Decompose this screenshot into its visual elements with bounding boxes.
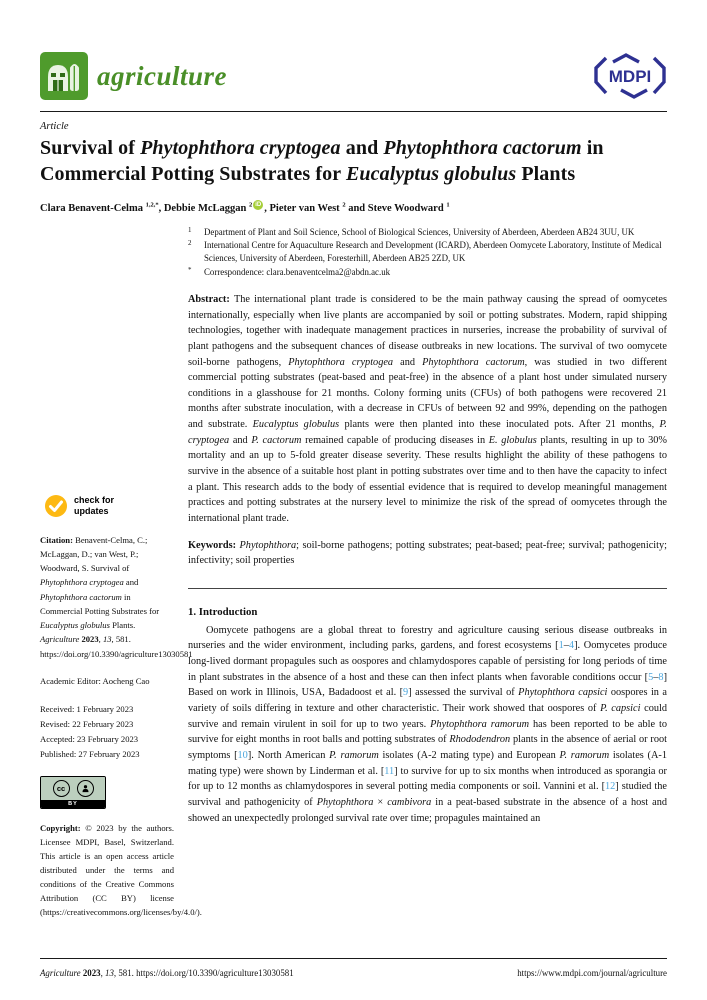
text-segment: Agriculture [40, 634, 82, 645]
two-column-layout [40, 226, 667, 920]
authors-before-orcid [40, 203, 252, 214]
paper-title [40, 135, 667, 187]
text-segment: , [100, 968, 105, 978]
left-sidebar [40, 226, 202, 920]
text-segment: © 2023 by the authors. Licensee MDPI, Basel, Switzerland. This article is an open access article distributed under the terms and conditions of the Creative Commons Attribution (CC BY) license (https://creativecommons.org/licenses/by/4.0/). [40, 823, 202, 917]
text-segment: 1,2,* [145, 201, 159, 208]
text-segment: remained capable of producing diseases in [301, 434, 489, 446]
text-segment: Phytophthora cactorum [40, 591, 122, 602]
authors-after-orcid [264, 203, 449, 214]
text-segment: , 581. https://doi.org/10.3390/agriculture13030581 [113, 968, 294, 978]
citation-ref-link[interactable]: 10 [237, 749, 248, 761]
check-for-updates-label [74, 495, 114, 516]
footer-citation[interactable] [40, 968, 294, 978]
header-divider [40, 111, 667, 112]
article-dates [40, 702, 174, 761]
keywords-paragraph [188, 538, 667, 569]
text-segment: ] to survive for up to six months when introduced as sporangia or for up to 12 months as chlamydospores in several potting media components or soil. Vannini et al. [ [188, 765, 667, 793]
mdpi-logo-text: MDPI [608, 67, 652, 86]
affiliation-row [188, 226, 667, 239]
text-segment: plants in the absence of aerial or root symptoms [ [188, 734, 667, 761]
text-segment: Phytophthora capsici [518, 687, 608, 699]
text-segment: , [98, 634, 103, 645]
text-segment: – [563, 640, 569, 652]
text-segment: Rhododendron [449, 734, 511, 746]
cc-by-label: BY [41, 800, 105, 808]
cc-icon: cc [53, 780, 70, 797]
text-segment: and [393, 356, 423, 368]
text-segment: Phytophthora cactorum [422, 356, 525, 368]
text-segment: ] studied the survival and pathogenicity of [188, 781, 667, 808]
page-footer [40, 958, 667, 978]
affiliation-text: Department of Plant and Soil Science, School of Biological Sciences, University of Aberdeen, Aberdeen AB24 3UU, UK [204, 226, 635, 237]
text-segment: and [229, 434, 252, 446]
text-segment: , was studied in two different commercial potting substrates (peat-based and peat-free) in the absence of a plant host under simulated nursery conditions in a glasshouse for 21 months. Colony forming units (CFUs) of both pathogens were recovered 21 months after substrate inoculation, with a decrease in CFUs of between 92 and 99%, depending on the pathogen and substrate. [188, 356, 668, 431]
orcid-icon[interactable]: iD [255, 202, 262, 208]
article-type-label: Article [40, 121, 69, 132]
revised-date: Revised: 22 February 2023 [40, 718, 134, 729]
text-segment: Agriculture [40, 968, 83, 978]
mdpi-logo [593, 53, 667, 99]
text-segment: × [373, 796, 388, 808]
page-header [40, 50, 667, 102]
text-segment: Phytophthora [239, 539, 297, 551]
correspondence-email[interactable]: Correspondence: clara.benaventcelma2@abdn.ac.uk [204, 266, 391, 277]
text-segment: Phytophthora [316, 796, 374, 808]
affiliation-marker: 1 [188, 225, 192, 234]
text-segment: 1 [446, 201, 450, 208]
text-segment: 13 [105, 968, 114, 978]
journal-name: agriculture [97, 60, 228, 91]
text-segment: isolates (A-2 mating type) and European [378, 749, 560, 761]
text-segment: Abstract: [188, 293, 234, 305]
text-segment: P. ramorum [329, 749, 379, 761]
copyright-block [40, 822, 202, 919]
check-icon [44, 494, 68, 518]
text-segment: Copyright: [40, 823, 86, 834]
correspondence-marker: * [188, 265, 192, 274]
text-segment: Phytophthora cryptogea [288, 356, 394, 368]
text-segment: 2 [342, 201, 346, 208]
text-segment: Eucalyptus globulus [40, 620, 110, 631]
journal-brand [40, 52, 227, 100]
citation-ref-link[interactable]: 12 [605, 781, 616, 793]
citation-ref-link[interactable]: 11 [384, 765, 395, 777]
main-column [188, 226, 667, 827]
introduction-paragraph [188, 623, 667, 826]
text-segment: Phytophthora cactorum [383, 137, 582, 159]
affiliation-marker: 2 [188, 238, 192, 247]
citation-ref-link[interactable]: 8 [658, 671, 664, 683]
text-segment: Clara Benavent-Celma [40, 202, 146, 214]
text-segment: P. cactorum [251, 434, 302, 446]
accepted-date: Accepted: 23 February 2023 [40, 733, 139, 744]
citation-block [40, 533, 193, 661]
text-segment: ] assessed the survival of [408, 687, 519, 699]
text-segment: , Pieter van West [264, 202, 343, 214]
text-segment: Oomycete pathogens are a global threat to forestry and agriculture causing serious disease outbreaks in nurseries and the wider environment, including parks, gardens, and forest ecosystems [ [188, 624, 667, 652]
text-segment: Plants [516, 163, 576, 185]
text-segment: Survival of [40, 137, 141, 159]
text-segment: plants were then planted into these inoculated pots. After 21 months, [339, 419, 660, 431]
abstract-paragraph [188, 292, 667, 527]
text-segment: Keywords: [188, 539, 240, 551]
text-segment: , Debbie McLaggan [158, 202, 249, 214]
text-segment: in a peat-based substrate in the absence of a host and showed an unexpectedly prolonged survival rate over time; propagules maintained an [188, 796, 667, 824]
citation-ref-link[interactable]: 4 [568, 640, 575, 652]
text-segment: ]. North American [247, 749, 330, 761]
cc-by-license-badge[interactable] [40, 776, 106, 809]
text-segment: Plants. [109, 620, 136, 631]
text-segment: Phytophthora ramorum [430, 718, 530, 730]
text-segment: and Steve Woodward [345, 202, 447, 214]
citation-ref-link[interactable]: 5 [648, 671, 654, 683]
text-segment: ] Based on work in Illinois, USA, Badadoost et al. [ [188, 671, 667, 699]
received-date: Received: 1 February 2023 [40, 704, 134, 715]
affiliations-block [188, 226, 667, 279]
author-line [40, 200, 667, 214]
text-segment: and [340, 137, 384, 159]
text-segment: P. cryptogea [188, 419, 667, 446]
agriculture-journal-icon [40, 52, 88, 100]
correspondence-row [188, 266, 667, 279]
text-segment: E. globulus [488, 434, 537, 446]
text-segment: Phytophthora cryptogea [140, 137, 341, 159]
cc-badge-icons [41, 777, 105, 800]
citation-ref-link[interactable]: 9 [403, 687, 409, 699]
person-icon [77, 780, 94, 797]
text-segment: has been reported to be able to survive for eight months in root balls and potting substrates of [188, 718, 667, 746]
text-segment: – [653, 671, 659, 683]
text-segment: isolates (A-1 mating type) were shown by Linderman et al. [ [188, 749, 667, 777]
updates-label-line1: check for [74, 495, 115, 506]
text-segment: Phytophthora cryptogea [40, 577, 124, 588]
text-segment: Eucalyptus globulus [252, 419, 340, 431]
footer-journal-url[interactable]: https://www.mdpi.com/journal/agriculture [517, 968, 667, 978]
text-segment: 2023 [82, 968, 101, 978]
text-segment: in Commercial Potting Substrates for [40, 137, 604, 185]
text-segment: ]. Oomycetes produce long-lived dormant propagules such as oospores and chlamydospores capable of persisting for long periods of time in plant substrates in the absence of a host and these can then infect plants when favorable conditions occur [ [188, 640, 667, 683]
text-segment: 2023 [81, 634, 99, 645]
text-segment: P. ramorum [559, 749, 610, 761]
text-segment: and [123, 577, 139, 588]
affiliation-row [188, 239, 667, 266]
text-segment: plants, resulting in up to 30% mortality and an up to 5-fold greater disease severity. These results highlight the ability of these pathogens to survive in the absence of a suitable host plant in potting substrates over time and to then have the capacity to infect a plant. This research adds to the body of essential evidence that is required to develop meaningful management practices and potting substrates at the nursery level to minimize the risk of the spread of oomycetes through the international plant trade. [188, 434, 667, 524]
text-segment: Benavent-Celma, C.; McLaggan, D.; van West, P.; Woodward, S. Survival of [40, 534, 148, 574]
introduction-heading: 1. Introduction [188, 605, 258, 618]
text-segment: oospores in a variety of soils differing in texture and other characteristic. Their work showed that oospores of [188, 687, 667, 715]
citation-ref-link[interactable]: 1 [558, 640, 564, 652]
text-segment: 2 [249, 201, 253, 208]
text-segment: cambivora [387, 796, 432, 808]
academic-editor: Academic Editor: Aocheng Cao [40, 675, 150, 686]
updates-label-line2: updates [74, 505, 109, 516]
published-date: Published: 27 February 2023 [40, 748, 140, 759]
text-segment: Citation: [40, 534, 76, 545]
text-segment: ; soil-borne pathogens; potting substrates; peat-based; peat-free; survival; pathogenicity; infectivity; soil properties [188, 539, 667, 567]
text-segment: Eucalyptus globulus [345, 163, 517, 185]
affiliation-text: International Centre for Aquaculture Research and Development (ICARD), Aberdeen Oomycete Laboratory, Institute of Medical Sciences, University of Aberdeen, Foresterhill, Aberdeen AB25 2ZD, UK [204, 239, 662, 264]
keywords-divider [188, 588, 667, 589]
text-segment: , 581. https://doi.org/10.3390/agriculture13030581 [40, 634, 193, 659]
text-segment: P. capsici [600, 703, 641, 715]
text-segment: The international plant trade is considered to be the main pathway causing the spread of oomycetes internationally, especially when live plants are accompanied by soil or potting substrates. Modern, rapid shipping technologies, together with inadequate management practices in nurseries, increase the probability of survival of plant pathogens and the subsequent chances of disease outbreaks in new locations. The survival of two oomycete soil-borne pathogens, [188, 293, 667, 368]
text-segment: in Commercial Potting Substrates for [40, 591, 160, 616]
text-segment: could survive and remain virulent in soil for up to two years. [188, 703, 667, 730]
text-segment: 13 [102, 634, 112, 645]
check-for-updates-badge[interactable] [44, 494, 174, 518]
